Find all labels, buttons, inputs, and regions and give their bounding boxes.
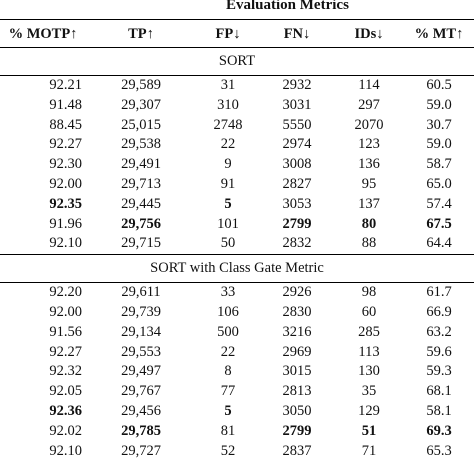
cell-motp: 92.27	[49, 136, 82, 153]
cell-ids: 285	[358, 323, 380, 340]
cell-tp: 29,767	[121, 383, 161, 400]
cell-fp: 9	[224, 156, 232, 173]
cell-ids: 71	[361, 442, 377, 459]
cell-ids: 297	[358, 96, 380, 113]
cell-mt: 58.7	[426, 156, 452, 173]
cell-fn: 3216	[282, 323, 312, 340]
cell-tp: 29,739	[121, 303, 161, 320]
cell-motp: 92.35	[49, 195, 82, 212]
cell-fn: 3053	[282, 195, 312, 212]
cell-fn: 2969	[282, 343, 312, 360]
section-title: SORT with Class Gate Metric	[0, 255, 474, 283]
cell-mt: 67.5	[426, 215, 452, 232]
cell-fp: 31	[220, 77, 236, 93]
cell-motp: 92.27	[49, 343, 82, 360]
cell-tp: 29,491	[121, 156, 161, 173]
cell-fn: 2827	[282, 175, 312, 192]
cell-fn: 5550	[282, 116, 312, 133]
cell-mt: 66.9	[426, 303, 452, 320]
cell-fn: 2932	[282, 77, 312, 93]
cell-fp: 33	[220, 284, 236, 301]
col-header-ids: IDs↓	[334, 21, 404, 48]
cell-ids: 88	[361, 235, 377, 252]
cell-ids: 137	[358, 195, 380, 212]
table-row	[0, 155, 474, 175]
cell-fn: 2813	[282, 383, 312, 400]
cell-fn: 2830	[282, 303, 312, 320]
cell-motp: 92.30	[49, 156, 82, 173]
table-row	[0, 116, 474, 136]
evaluation-metrics-title: Evaluation Metrics	[226, 0, 349, 13]
cell-ids: 51	[361, 422, 377, 439]
col-header-fp: FP↓	[196, 21, 260, 48]
table-row	[0, 175, 474, 195]
cell-ids: 113	[358, 343, 380, 360]
table-row	[0, 402, 474, 422]
cell-ids: 2070	[354, 116, 384, 133]
cell-motp: 92.36	[49, 402, 82, 419]
col-header-mt: % MT↑	[404, 21, 474, 48]
table-row	[0, 283, 474, 303]
cell-fp: 22	[220, 136, 236, 153]
table-row	[0, 362, 474, 382]
cell-tp: 29,589	[121, 77, 161, 93]
table-row	[0, 303, 474, 323]
table-row	[0, 382, 474, 402]
table-row	[0, 442, 474, 462]
cell-tp: 25,015	[121, 116, 161, 133]
cell-motp: 92.10	[49, 442, 82, 459]
cell-fn: 2832	[282, 235, 312, 252]
cell-ids: 130	[358, 363, 380, 380]
cell-mt: 64.4	[426, 235, 452, 252]
cell-mt: 61.7	[426, 284, 452, 301]
table-row	[0, 323, 474, 343]
cell-ids: 60	[361, 303, 377, 320]
cell-fp: 5	[224, 195, 232, 212]
table-row	[0, 195, 474, 215]
cell-mt: 59.0	[426, 96, 452, 113]
table-row	[0, 422, 474, 442]
table-row	[0, 234, 474, 254]
cell-tp: 29,445	[121, 195, 161, 212]
table-row	[0, 96, 474, 116]
metrics-table	[0, 21, 474, 461]
cell-mt: 59.3	[426, 363, 452, 380]
cell-fp: 22	[220, 343, 236, 360]
col-header-fn: FN↓	[260, 21, 334, 48]
cell-motp: 92.10	[49, 235, 82, 252]
cell-tp: 29,611	[121, 284, 161, 301]
cell-fp: 101	[217, 215, 239, 232]
cell-fp: 81	[220, 422, 236, 439]
cell-fn: 2974	[282, 136, 312, 153]
cell-tp: 29,456	[121, 402, 161, 419]
cell-tp: 29,756	[121, 215, 161, 232]
cell-fp: 8	[224, 363, 232, 380]
cell-fp: 52	[220, 442, 236, 459]
cell-fn: 2799	[282, 215, 312, 232]
cell-mt: 68.1	[426, 383, 452, 400]
section-header-row	[0, 48, 474, 76]
cell-motp: 92.02	[49, 422, 82, 439]
col-header-tp: TP↑	[86, 21, 196, 48]
cell-ids: 114	[358, 77, 380, 93]
cell-fp: 310	[217, 96, 239, 113]
cell-ids: 129	[358, 402, 380, 419]
column-header-row	[0, 21, 474, 48]
section-title: SORT	[0, 48, 474, 76]
table-row	[0, 76, 474, 96]
cell-ids: 123	[358, 136, 380, 153]
cell-ids: 98	[361, 284, 377, 301]
cell-mt: 58.1	[426, 402, 452, 419]
cell-motp: 91.48	[49, 96, 82, 113]
cell-fn: 2926	[282, 284, 312, 301]
cell-fn: 3015	[282, 363, 312, 380]
cell-ids: 35	[361, 383, 377, 400]
cell-mt: 59.0	[426, 136, 452, 153]
cell-mt: 57.4	[426, 195, 452, 212]
table-row	[0, 343, 474, 363]
cell-motp: 92.20	[49, 284, 82, 301]
cell-fp: 5	[224, 402, 232, 419]
cell-mt: 60.5	[426, 77, 452, 93]
cell-mt: 59.6	[426, 343, 452, 360]
cell-tp: 29,785	[121, 422, 161, 439]
cell-motp: 92.00	[49, 175, 82, 192]
cell-mt: 69.3	[426, 422, 452, 439]
cell-fp: 106	[217, 303, 239, 320]
cell-tp: 29,134	[121, 323, 161, 340]
cell-tp: 29,713	[121, 175, 161, 192]
cell-fn: 3050	[282, 402, 312, 419]
cell-ids: 136	[358, 156, 380, 173]
cell-mt: 65.0	[426, 175, 452, 192]
cell-fn: 2799	[282, 422, 312, 439]
cell-motp: 91.56	[49, 323, 82, 340]
cell-mt: 65.3	[426, 442, 452, 459]
cell-motp: 92.00	[49, 303, 82, 320]
section-header-row	[0, 255, 474, 283]
cell-fp: 2748	[213, 116, 243, 133]
table-row	[0, 135, 474, 155]
cell-motp: 92.05	[49, 383, 82, 400]
top-rule	[0, 19, 474, 20]
cell-motp: 88.45	[49, 116, 82, 133]
cell-tp: 29,307	[121, 96, 161, 113]
cell-fp: 50	[220, 235, 236, 252]
cell-tp: 29,553	[121, 343, 161, 360]
cell-fp: 77	[220, 383, 236, 400]
cell-ids: 95	[361, 175, 377, 192]
cell-motp: 91.96	[49, 215, 82, 232]
cell-mt: 30.7	[426, 116, 452, 133]
cell-ids: 80	[361, 215, 377, 232]
col-header-motp: % MOTP↑	[0, 21, 86, 48]
cell-tp: 29,727	[121, 442, 161, 459]
cell-fp: 500	[217, 323, 239, 340]
cell-fn: 2837	[282, 442, 312, 459]
cell-tp: 29,497	[121, 363, 161, 380]
cell-motp: 92.21	[49, 77, 82, 93]
table-row	[0, 215, 474, 235]
cell-motp: 92.32	[49, 363, 82, 380]
cell-mt: 63.2	[426, 323, 452, 340]
cell-tp: 29,715	[121, 235, 161, 252]
cell-fp: 91	[220, 175, 236, 192]
cell-fn: 3031	[282, 96, 312, 113]
cell-tp: 29,538	[121, 136, 161, 153]
cell-fn: 3008	[282, 156, 312, 173]
